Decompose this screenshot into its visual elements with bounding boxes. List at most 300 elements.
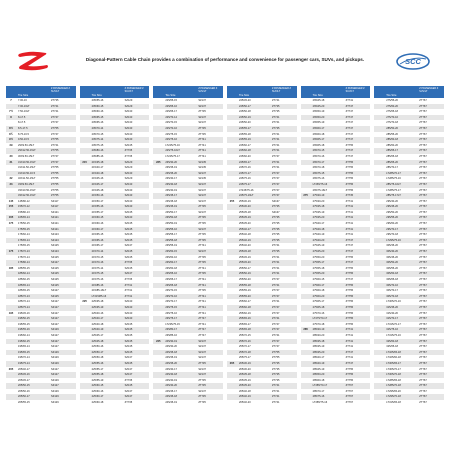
- chain-code-cell: SZ137: [198, 188, 206, 192]
- chain-code-cell: SZ125: [51, 244, 59, 248]
- chain-code-cell: SZ133: [124, 188, 133, 192]
- chain-code-cell: SZ129: [51, 361, 59, 365]
- tire-size-cell: 255/50-17: [238, 266, 251, 270]
- tire-size-cell: 285/30-20: [312, 333, 325, 337]
- rim-group-label: 225: [82, 300, 87, 304]
- tire-size-cell: 255/45-19: [238, 255, 251, 259]
- chain-code-cell: SZ125: [51, 255, 59, 259]
- tire-size-cell: 265/50-20: [312, 115, 325, 119]
- tire-size-cell: 215/45-16: [91, 177, 104, 181]
- chain-code-cell: ZT767: [419, 177, 427, 181]
- chain-code-cell: ZT767: [419, 289, 427, 293]
- tire-size-cell: 255/60-17: [238, 300, 251, 304]
- tire-size-cell: 235/70-16: [165, 294, 177, 298]
- chain-code-cell: ZT767: [419, 149, 427, 153]
- tire-size-cell: 235/50-17: [165, 210, 177, 214]
- tire-size-cell: 185/70-13: [18, 294, 30, 298]
- chain-code-cell: SZ135: [198, 160, 206, 164]
- chain-code-cell: ZT735: [124, 261, 133, 265]
- chain-code-cell: ZT767: [419, 401, 427, 405]
- chain-code-cell: ZT741: [345, 356, 354, 360]
- tire-size-cell: 255/65-17: [238, 322, 251, 326]
- chain-code-cell: SZ129: [51, 356, 59, 360]
- tire-size-cell: 255/30-19: [238, 199, 251, 203]
- chain-code-cell: SZ129: [51, 401, 59, 405]
- tire-size-cell: 195/65-15: [18, 350, 30, 354]
- chain-code-cell: ZT755: [51, 188, 59, 192]
- tire-size-cell: 245/60-17: [238, 143, 251, 147]
- chain-code-cell: SZ125: [51, 278, 59, 281]
- chain-code-cell: SZ129: [124, 104, 133, 108]
- chain-code-cell: SZ137: [198, 182, 206, 186]
- chain-code-cell: SZ135: [198, 177, 206, 181]
- chain-code-cell: ZT767: [419, 356, 427, 360]
- chain-code-cell: SZ137: [198, 339, 206, 343]
- tire-size-cell: 265/55-19: [312, 121, 325, 125]
- tire-size-cell: 235/60-18: [165, 266, 177, 270]
- tire-size-cell: 185/55-15: [18, 266, 30, 270]
- rim-group-label: 7: [10, 99, 12, 102]
- rim-group-label: 8½: [9, 126, 13, 130]
- chain-code-cell: SZ133: [124, 115, 133, 119]
- chain-code-cell: ZT767: [419, 261, 427, 265]
- tire-size-cell: LT315/75-16: [386, 333, 401, 337]
- chain-code-cell: ZT735: [198, 361, 206, 365]
- chain-code-cell: SZ121: [51, 210, 59, 214]
- rim-group-label: 235: [156, 160, 161, 164]
- chain-code-cell: ZT747: [271, 177, 280, 181]
- tire-size-cell: 265/40-20: [238, 401, 251, 405]
- chain-code-cell: SZ123: [51, 250, 59, 254]
- chain-code-cell: SZ135: [124, 210, 133, 214]
- tire-size-cell: 275/55-20: [312, 272, 325, 276]
- chain-code-cell: ZT735: [198, 378, 206, 382]
- chain-code-cell: SZ135: [124, 361, 133, 365]
- chain-code-cell: ZT735: [124, 154, 133, 158]
- tire-size-cell: 225/55-16: [91, 361, 104, 365]
- tire-size-cell: 235/35-20: [165, 171, 177, 175]
- chain-code-cell: ZT755: [51, 126, 59, 130]
- chain-code-cell: ZT767: [419, 339, 427, 343]
- table-rows: [227, 98, 297, 406]
- tire-size-cell: 255/50-20: [238, 278, 251, 281]
- tire-size-cell: 235/65-16: [165, 272, 177, 276]
- tire-size-cell: 245/40-17: [165, 367, 177, 371]
- chain-code-cell: ZT741: [198, 149, 206, 153]
- tire-size-cell: 265/65-17: [312, 138, 325, 142]
- chain-code-cell: ZT741: [345, 339, 354, 343]
- tire-size-cell: 275/40-20: [312, 238, 325, 242]
- chain-code-cell: ZT767: [419, 278, 427, 281]
- tire-size-cell: 225/60-16: [91, 389, 104, 393]
- tire-size-cell: 275/55-20: [386, 99, 398, 102]
- header-chain-code: Z PASSENGER Z SUV/LT: [51, 87, 70, 93]
- rim-group-label: 195: [8, 311, 14, 315]
- tire-size-cell: 195/55-16: [18, 328, 30, 332]
- tire-size-cell: 285/50-20: [312, 373, 325, 377]
- tire-size-cell: 285/40-17: [312, 356, 325, 360]
- tire-size-cell: 255/55-20: [238, 294, 251, 298]
- chain-code-cell: ZT741: [271, 115, 280, 119]
- chain-code-cell: ZT735: [124, 149, 133, 153]
- tire-size-cell: LT305/70-18: [386, 373, 401, 377]
- chain-code-cell: ZT755: [345, 143, 354, 147]
- chain-code-cell: ZT747: [198, 317, 206, 321]
- tire-size-cell: 275/65-18: [386, 110, 398, 114]
- table-column: [80, 86, 150, 406]
- rim-group-label: 9½: [9, 138, 13, 142]
- tire-size-cell: 235/45-18: [165, 199, 177, 203]
- chain-code-cell: ZT755: [345, 305, 354, 309]
- tire-size-cell: 205/55-16: [91, 99, 104, 102]
- chain-code-cell: ZT741: [271, 395, 280, 399]
- tire-size-cell: 265/45-20: [312, 104, 325, 108]
- header-rim-cell: [6, 86, 16, 98]
- chain-code-cell: ZT741: [198, 143, 206, 147]
- tire-size-cell: 155/80-13: [18, 210, 30, 214]
- chain-code-cell: SZ135: [124, 222, 133, 226]
- tire-size-cell: 245/50-20: [238, 121, 251, 125]
- chain-code-cell: ZT767: [419, 115, 427, 119]
- chain-code-cell: ZT747: [271, 194, 280, 198]
- tire-size-cell: 225/35-19: [91, 305, 104, 309]
- chain-code-cell: ZT735: [271, 378, 280, 382]
- chain-code-cell: SZ135: [124, 384, 133, 388]
- chain-code-cell: SZ135: [124, 350, 133, 354]
- header-rim-cell: [374, 86, 384, 98]
- chain-code-cell: ZT741: [345, 99, 354, 102]
- tire-size-cell: 255/45-18: [238, 250, 251, 254]
- tire-size-cell: 295/70-18: [386, 233, 398, 237]
- tire-size-cell: 245/75-16LT: [238, 194, 254, 198]
- rim-group-label: 30: [9, 154, 13, 158]
- tire-size-cell: 29X12.50-15LT: [18, 149, 36, 153]
- tire-size-cell: 31X10.50-16.5: [18, 171, 36, 175]
- chain-code-cell: ZT741: [345, 199, 354, 203]
- chain-code-cell: ZT767: [419, 182, 427, 186]
- tire-size-cell: 195/70-14: [18, 356, 30, 360]
- tire-size-cell: 8-17.5: [18, 115, 26, 119]
- chain-code-cell: ZT755: [51, 171, 59, 175]
- tire-size-cell: 255/30-20: [238, 205, 251, 209]
- chain-code-cell: ZT755: [345, 294, 354, 298]
- tire-size-cell: 195/60-14: [18, 333, 30, 337]
- tire-size-cell: 155/70-12: [18, 205, 30, 209]
- tire-size-cell: 255/65-16: [238, 317, 251, 321]
- chain-code-cell: ZT741: [345, 333, 354, 337]
- tire-size-cell: 215/60-16: [91, 222, 104, 226]
- chain-code-cell: SZ125: [51, 283, 59, 287]
- chain-code-cell: ZT747: [271, 171, 280, 175]
- rim-group-label: 175: [8, 250, 14, 254]
- tire-size-cell: 185/75-14: [18, 305, 30, 309]
- chain-code-cell: ZT755: [345, 283, 354, 287]
- tire-size-cell: LT315/65-18: [386, 401, 401, 405]
- chain-code-cell: ZT767: [419, 244, 427, 248]
- tire-size-cell: LT285/70-18: [386, 384, 401, 388]
- chain-code-cell: ZT767: [419, 160, 427, 164]
- tire-size-cell: LT285/75-16: [312, 401, 328, 405]
- tire-size-cell: LT285/70-17: [312, 384, 328, 388]
- chain-code-cell: SZ135: [124, 233, 133, 237]
- tire-size-cell: 235/75-17: [165, 317, 177, 321]
- chain-code-cell: ZT747: [271, 339, 280, 343]
- tire-size-cell: 245/45-17: [165, 389, 177, 393]
- tire-size-cell: 195/50-15: [18, 317, 30, 321]
- tire-size-cell: 245/40-20: [165, 384, 177, 388]
- chain-code-cell: ZT747: [345, 138, 354, 142]
- chain-code-cell: SZ129: [51, 389, 59, 393]
- chain-code-cell: ZT735: [198, 401, 206, 405]
- tire-size-cell: 275/45-20: [312, 250, 325, 254]
- chain-code-cell: SZ127: [51, 345, 59, 349]
- chain-code-cell: SZ137: [124, 367, 133, 371]
- tire-size-cell: 265/60-18: [312, 132, 325, 136]
- chain-code-cell: ZT755: [345, 160, 354, 164]
- tire-size-cell: 215/55-16: [91, 205, 104, 209]
- chain-code-cell: ZT767: [419, 361, 427, 365]
- tire-size-cell: 265/70-17: [312, 160, 325, 164]
- chain-code-cell: SZ121: [51, 227, 59, 231]
- chain-code-cell: ZT741: [198, 266, 206, 270]
- chain-code-cell: ZT755: [345, 188, 354, 192]
- chain-code-cell: ZT755: [51, 194, 59, 198]
- tire-size-cell: 235/40-19: [165, 188, 177, 192]
- chain-code-cell: ZT767: [419, 121, 427, 125]
- rim-group-label: 165: [8, 216, 14, 220]
- rim-group-label: 285: [303, 328, 308, 332]
- tire-size-cell: 285/75-16LT: [386, 182, 401, 186]
- chain-code-cell: ZT735: [271, 104, 280, 108]
- chain-code-cell: ZT767: [419, 333, 427, 337]
- tire-size-cell: 245/50-17: [238, 104, 251, 108]
- tire-size-cell: LT325/60-18: [386, 356, 401, 360]
- chain-code-cell: ZT741: [271, 401, 280, 405]
- tire-size-cell: 245/35-20: [165, 361, 177, 365]
- chain-code-cell: ZT741: [271, 143, 280, 147]
- chain-code-cell: SZ137: [124, 389, 133, 393]
- tire-size-cell: 215/75-16: [91, 278, 104, 281]
- tire-size-cell: 30X9.50-15LT: [18, 154, 35, 158]
- table-row: [80, 400, 150, 406]
- chain-code-cell: SZ137: [198, 194, 206, 198]
- tire-size-cell: 305/70-18: [386, 294, 398, 298]
- scc-logo-text: SCC: [405, 57, 421, 66]
- chain-code-cell: ZT741: [198, 278, 206, 281]
- tire-size-cell: 235/55-17: [165, 233, 177, 237]
- chain-code-cell: ZT767: [419, 205, 427, 209]
- chain-code-cell: ZT735: [198, 233, 206, 237]
- tire-size-cell: 255/35-19: [238, 216, 251, 220]
- chain-code-cell: ZT741: [345, 222, 354, 226]
- tire-size-cell: 285/35-20: [312, 350, 325, 354]
- chain-code-cell: ZT747: [198, 328, 206, 332]
- tire-size-cell: 31X11.50-15LT: [18, 166, 36, 170]
- tire-size-cell: 245/75-16: [238, 177, 251, 181]
- tire-size-cell: LT245/75-16: [238, 188, 254, 192]
- chain-code-cell: ZT735: [271, 126, 280, 130]
- tire-size-cell: 215/65-16: [91, 238, 104, 242]
- chain-code-cell: ZT767: [345, 395, 354, 399]
- tire-size-cell: LT285/65-18: [386, 378, 401, 382]
- tire-size-cell: 225/70-15: [165, 121, 177, 125]
- tire-size-cell: 305/45-20: [386, 255, 398, 259]
- chain-code-cell: ZT747: [345, 115, 354, 119]
- table-rows: [374, 98, 444, 406]
- tire-size-cell: 195/45-16: [18, 311, 30, 315]
- tire-size-cell: LT325/65-18: [386, 350, 401, 354]
- tire-size-cell: 285/65-20: [386, 160, 398, 164]
- tire-size-cell: 215/60-17: [91, 227, 104, 231]
- header-chain-code: Z PASSENGER Z SUV/LT: [271, 87, 291, 93]
- chain-code-cell: SZ135: [124, 322, 133, 326]
- tire-size-cell: LT295/65-20: [386, 389, 401, 393]
- tire-size-cell: 325/60-18: [386, 339, 398, 343]
- chain-code-cell: ZT767: [419, 311, 427, 315]
- chain-code-cell: ZT755: [345, 300, 354, 304]
- table-column: [301, 86, 371, 406]
- tire-size-cell: 235/50-18: [165, 216, 177, 220]
- chain-code-cell: ZT755: [51, 182, 59, 186]
- tire-size-cell: 315/40-20: [386, 311, 398, 315]
- chain-code-cell: SZ137: [198, 104, 206, 108]
- tire-size-cell: 225/60-15: [91, 384, 104, 388]
- rim-group-label: [153, 400, 163, 406]
- chain-code-cell: SZ125: [51, 294, 59, 298]
- chain-code-cell: ZT755: [345, 317, 354, 321]
- tire-size-cell: 265/45-18: [312, 99, 325, 102]
- tire-size-cell: 265/50-19: [312, 110, 325, 114]
- chain-code-cell: ZT741: [271, 389, 280, 393]
- tire-size-cell: 295/45-20: [386, 205, 398, 209]
- column-header: [80, 86, 150, 98]
- tire-size-cell: 265/70-18: [312, 166, 325, 170]
- tire-size-cell: LT305/70-17: [386, 367, 401, 371]
- tire-size-cell: 265/70-16: [312, 154, 325, 158]
- tire-size-cell: 285/70-17: [386, 166, 398, 170]
- tire-size-cell: 235/60-17: [165, 261, 177, 265]
- tire-size-cell: 265/75-15: [312, 171, 325, 175]
- chain-code-cell: ZT767: [419, 238, 427, 242]
- tire-size-cell: 8.5-17.5: [18, 126, 28, 130]
- tire-size-cell: 205/75-14: [91, 138, 104, 142]
- chain-code-cell: ZT767: [419, 110, 427, 114]
- tire-size-cell: 285/65-17: [386, 149, 398, 153]
- table-rows: [153, 98, 223, 406]
- chain-code-cell: ZT741: [198, 300, 206, 304]
- tire-size-cell: 235/75-15: [165, 305, 177, 309]
- tire-size-cell: 315/75-16: [386, 328, 398, 332]
- rim-group-label: 275: [303, 194, 308, 198]
- rim-group-label: 7½: [9, 110, 13, 114]
- chain-code-cell: SZ129: [124, 166, 133, 170]
- chain-code-cell: ZT747: [51, 121, 59, 125]
- chain-code-cell: ZT747: [345, 110, 354, 114]
- chain-code-cell: SZ133: [124, 126, 133, 130]
- tire-size-cell: 235/50-19: [165, 222, 177, 226]
- tire-size-cell: 215/65-15: [91, 233, 104, 237]
- tire-size-cell: 245/45-19: [165, 401, 177, 405]
- rim-group-label: 175: [8, 222, 14, 226]
- chain-code-cell: ZT741: [271, 272, 280, 276]
- tire-size-cell: 245/45-18: [165, 395, 177, 399]
- tire-size-cell: 245/60-20: [238, 154, 251, 158]
- header-chain-code: Z PASSENGER Z SUV/LT: [345, 87, 365, 93]
- chain-code-cell: ZT735: [271, 367, 280, 371]
- tire-size-cell: 265/65-18: [312, 143, 325, 147]
- tire-size-cell: LT295/70-18: [386, 395, 401, 399]
- chain-code-cell: SZ127: [51, 261, 59, 265]
- column-header: [374, 86, 444, 98]
- tire-size-cell: 195/65-14: [18, 345, 30, 349]
- chain-code-cell: SZ127: [51, 339, 59, 343]
- tire-size-cell: 8-17.5: [18, 121, 26, 125]
- chain-code-cell: ZT755: [271, 356, 280, 360]
- chain-code-cell: SZ135: [124, 333, 133, 337]
- tire-size-cell: 215/60-15: [91, 216, 104, 220]
- chain-code-cell: SZ137: [198, 389, 206, 393]
- tire-size-cell: 7.00-16LT: [18, 104, 30, 108]
- chain-code-cell: ZT747: [345, 132, 354, 136]
- chain-code-cell: ZT735: [124, 378, 133, 382]
- chain-code-cell: ZT755: [345, 322, 354, 326]
- chain-code-cell: ZT741: [271, 283, 280, 287]
- chain-code-cell: ZT747: [271, 182, 280, 186]
- tire-size-cell: 255/70-16: [238, 339, 251, 343]
- header-tire-size: Tire Size: [91, 94, 102, 97]
- rim-group-label: 31: [9, 160, 13, 164]
- chain-code-cell: SZ135: [124, 266, 133, 270]
- chain-code-cell: ZT767: [419, 199, 427, 203]
- tire-size-cell: 285/50-20: [386, 126, 398, 130]
- chain-code-cell: SZ133: [124, 110, 133, 114]
- chain-code-cell: ZT735: [198, 289, 206, 293]
- tire-size-cell: 255/40-19: [238, 238, 251, 242]
- chain-code-cell: SZ133: [124, 194, 133, 198]
- rim-group-label: 215: [82, 160, 87, 164]
- header-rim-cell: [153, 86, 163, 98]
- chain-code-cell: SZ129: [124, 160, 133, 164]
- chain-code-cell: SZ133: [124, 121, 133, 125]
- tire-size-cell: LT225/75-17: [165, 154, 180, 158]
- tire-size-cell: 255/70-18: [238, 350, 251, 354]
- chain-code-cell: ZT767: [419, 171, 427, 175]
- tire-size-cell: 285/55-20: [386, 132, 398, 136]
- chain-code-cell: SZ135: [124, 255, 133, 259]
- header-rim-cell: [80, 86, 90, 98]
- tire-size-cell: 235/70-15: [165, 289, 177, 293]
- chain-code-cell: SZ129: [124, 99, 133, 102]
- chain-code-cell: ZT767: [419, 367, 427, 371]
- tire-size-cell: 225/75-15: [165, 132, 177, 136]
- tire-size-cell: 215/85-16: [91, 283, 104, 287]
- chain-code-cell: ZT767: [419, 138, 427, 142]
- tire-size-cell: 275/35-20: [312, 216, 325, 220]
- tire-size-cell: 255/55-19: [238, 289, 251, 293]
- chain-code-cell: ZT755: [51, 149, 59, 153]
- tire-size-cell: 195/60-15: [18, 339, 30, 343]
- tire-size-cell: 235/40-18: [165, 182, 177, 186]
- tire-size-cell: 225/35-18: [91, 300, 104, 304]
- chain-code-cell: ZT767: [419, 132, 427, 136]
- rim-group-label: [301, 400, 311, 406]
- tire-size-cell: 225/75-16: [165, 138, 177, 142]
- tire-size-cell: 205/50-15: [18, 384, 30, 388]
- chain-code-cell: ZT741: [271, 149, 280, 153]
- header-tire-size: Tire Size: [386, 94, 397, 97]
- tire-size-cell: 205/85-16: [91, 154, 104, 158]
- chain-code-cell: ZT767: [419, 188, 427, 192]
